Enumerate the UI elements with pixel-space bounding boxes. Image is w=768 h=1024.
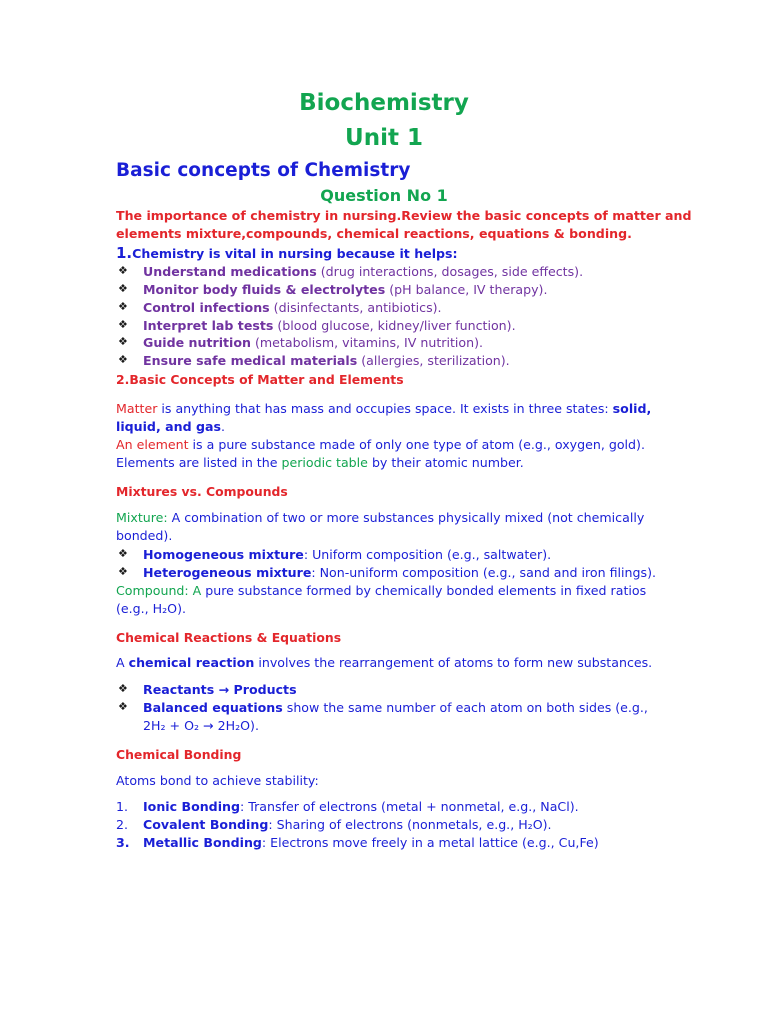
item-text: : Uniform composition (e.g., saltwater). [303,547,552,562]
bullet-icon: ❖ [118,300,128,313]
unit-heading: Unit 1 [345,125,423,151]
item-bold: Reactants → Products [143,682,297,697]
compound-line-1 [116,583,646,598]
bullet-icon: ❖ [118,682,128,695]
matter-word: Matter [116,401,158,416]
item-text: (drug interactions, dosages, side effects). [316,264,584,279]
compound-label: Compound: A [116,583,202,598]
listed-text: Elements are listed in the [116,455,282,470]
matter-text: is anything that has mass and occupies space. It exists in three states: [157,401,613,416]
item-bold: Metallic Bonding [143,835,262,850]
bullet-icon: ❖ [118,318,128,331]
bonding-intro: Atoms bond to achieve stability: [116,773,319,788]
periodic-line [116,455,524,470]
item-bold: Ensure safe medical materials [143,353,358,368]
s4-heading: Chemical Reactions & Equations [116,630,342,645]
element-line [116,437,645,452]
item-number: 3. [116,835,130,850]
matter-bold-2: liquid, and gas [116,419,221,434]
item-text: (pH balance, IV therapy). [385,282,548,297]
s1-number: 1. [116,244,133,262]
item-bold: Homogeneous mixture [143,547,304,562]
bullet-icon: ❖ [118,547,128,560]
item-text: (allergies, sterilization). [357,353,510,368]
item-text: (metabolism, vitamins, IV nutrition). [251,335,483,350]
item-bold: Understand medications [143,264,317,279]
item-text: : Sharing of electrons (nonmetals, e.g., H₂O). [268,817,552,832]
item-text: : Non-uniform composition (e.g., sand and iron filings). [311,565,656,580]
question-number: Question No 1 [320,186,448,205]
s2-heading: 2.Basic Concepts of Matter and Elements [116,372,404,387]
item-bold: Control infections [143,300,270,315]
mixture-line-1 [116,510,644,525]
prompt-line-1: The importance of chemistry in nursing.Review the basic concepts of matter and [116,208,692,223]
doc-title: Biochemistry [299,90,469,116]
periodic-table-term: periodic table [281,455,368,470]
item-bold: Ionic Bonding [143,799,240,814]
item-text: (disinfectants, antibiotics). [269,300,442,315]
a-word: A [116,655,129,670]
item-bold: Covalent Bonding [143,817,269,832]
mixture-text: A combination of two or more substances physically mixed (not chemically [167,510,645,525]
balanced-equation: 2H₂ + O₂ → 2H₂O). [143,718,259,733]
element-word: element [136,437,189,452]
bullet-icon: ❖ [118,264,128,277]
s5-heading: Chemical Bonding [116,747,242,762]
element-text: is a pure substance made of only one type of atom (e.g., oxygen, gold). [188,437,645,452]
s1-heading-text: Chemistry is vital in nursing because it helps: [132,246,458,261]
reaction-text: involves the rearrangement of atoms to form new substances. [254,655,653,670]
bullet-icon: ❖ [118,700,128,713]
item-text: show the same number of each atom on both sides (e.g., [282,700,648,715]
matter-bold: solid, [612,401,652,416]
item-number: 1. [116,799,129,814]
item-bold: Balanced equations [143,700,283,715]
s1-heading [116,244,458,262]
item-number: 2. [116,817,129,832]
prompt-line-2: elements mixture,compounds, chemical reactions, equations & bonding. [116,226,632,241]
item-text: : Electrons move freely in a metal lattice (e.g., Cu,Fe) [261,835,599,850]
item-bold: Monitor body fluids & electrolytes [143,282,386,297]
bullet-icon: ❖ [118,353,128,366]
matter-line-2 [116,419,225,434]
item-text: (blood glucose, kidney/liver function). [273,318,516,333]
reaction-line [116,655,652,670]
bullet-icon: ❖ [118,335,128,348]
section-subtitle: Basic concepts of Chemistry [116,160,411,181]
s3-heading: Mixtures vs. Compounds [116,484,288,499]
listed-end: by their atomic number. [367,455,524,470]
item-text: : Transfer of electrons (metal + nonmetal, e.g., NaCl). [240,799,579,814]
mixture-line-2: bonded). [116,528,173,543]
bullet-icon: ❖ [118,565,128,578]
bullet-icon: ❖ [118,282,128,295]
item-bold: Guide nutrition [143,335,251,350]
compound-line-2: (e.g., H₂O). [116,601,187,616]
reaction-term: chemical reaction [128,655,255,670]
an-word: An [116,437,137,452]
item-bold: Heterogeneous mixture [143,565,312,580]
matter-line-1 [116,401,651,416]
matter-end: . [221,419,226,434]
compound-text: pure substance formed by chemically bonded elements in fixed ratios [201,583,647,598]
mixture-label: Mixture: [116,510,168,525]
item-bold: Interpret lab tests [143,318,274,333]
